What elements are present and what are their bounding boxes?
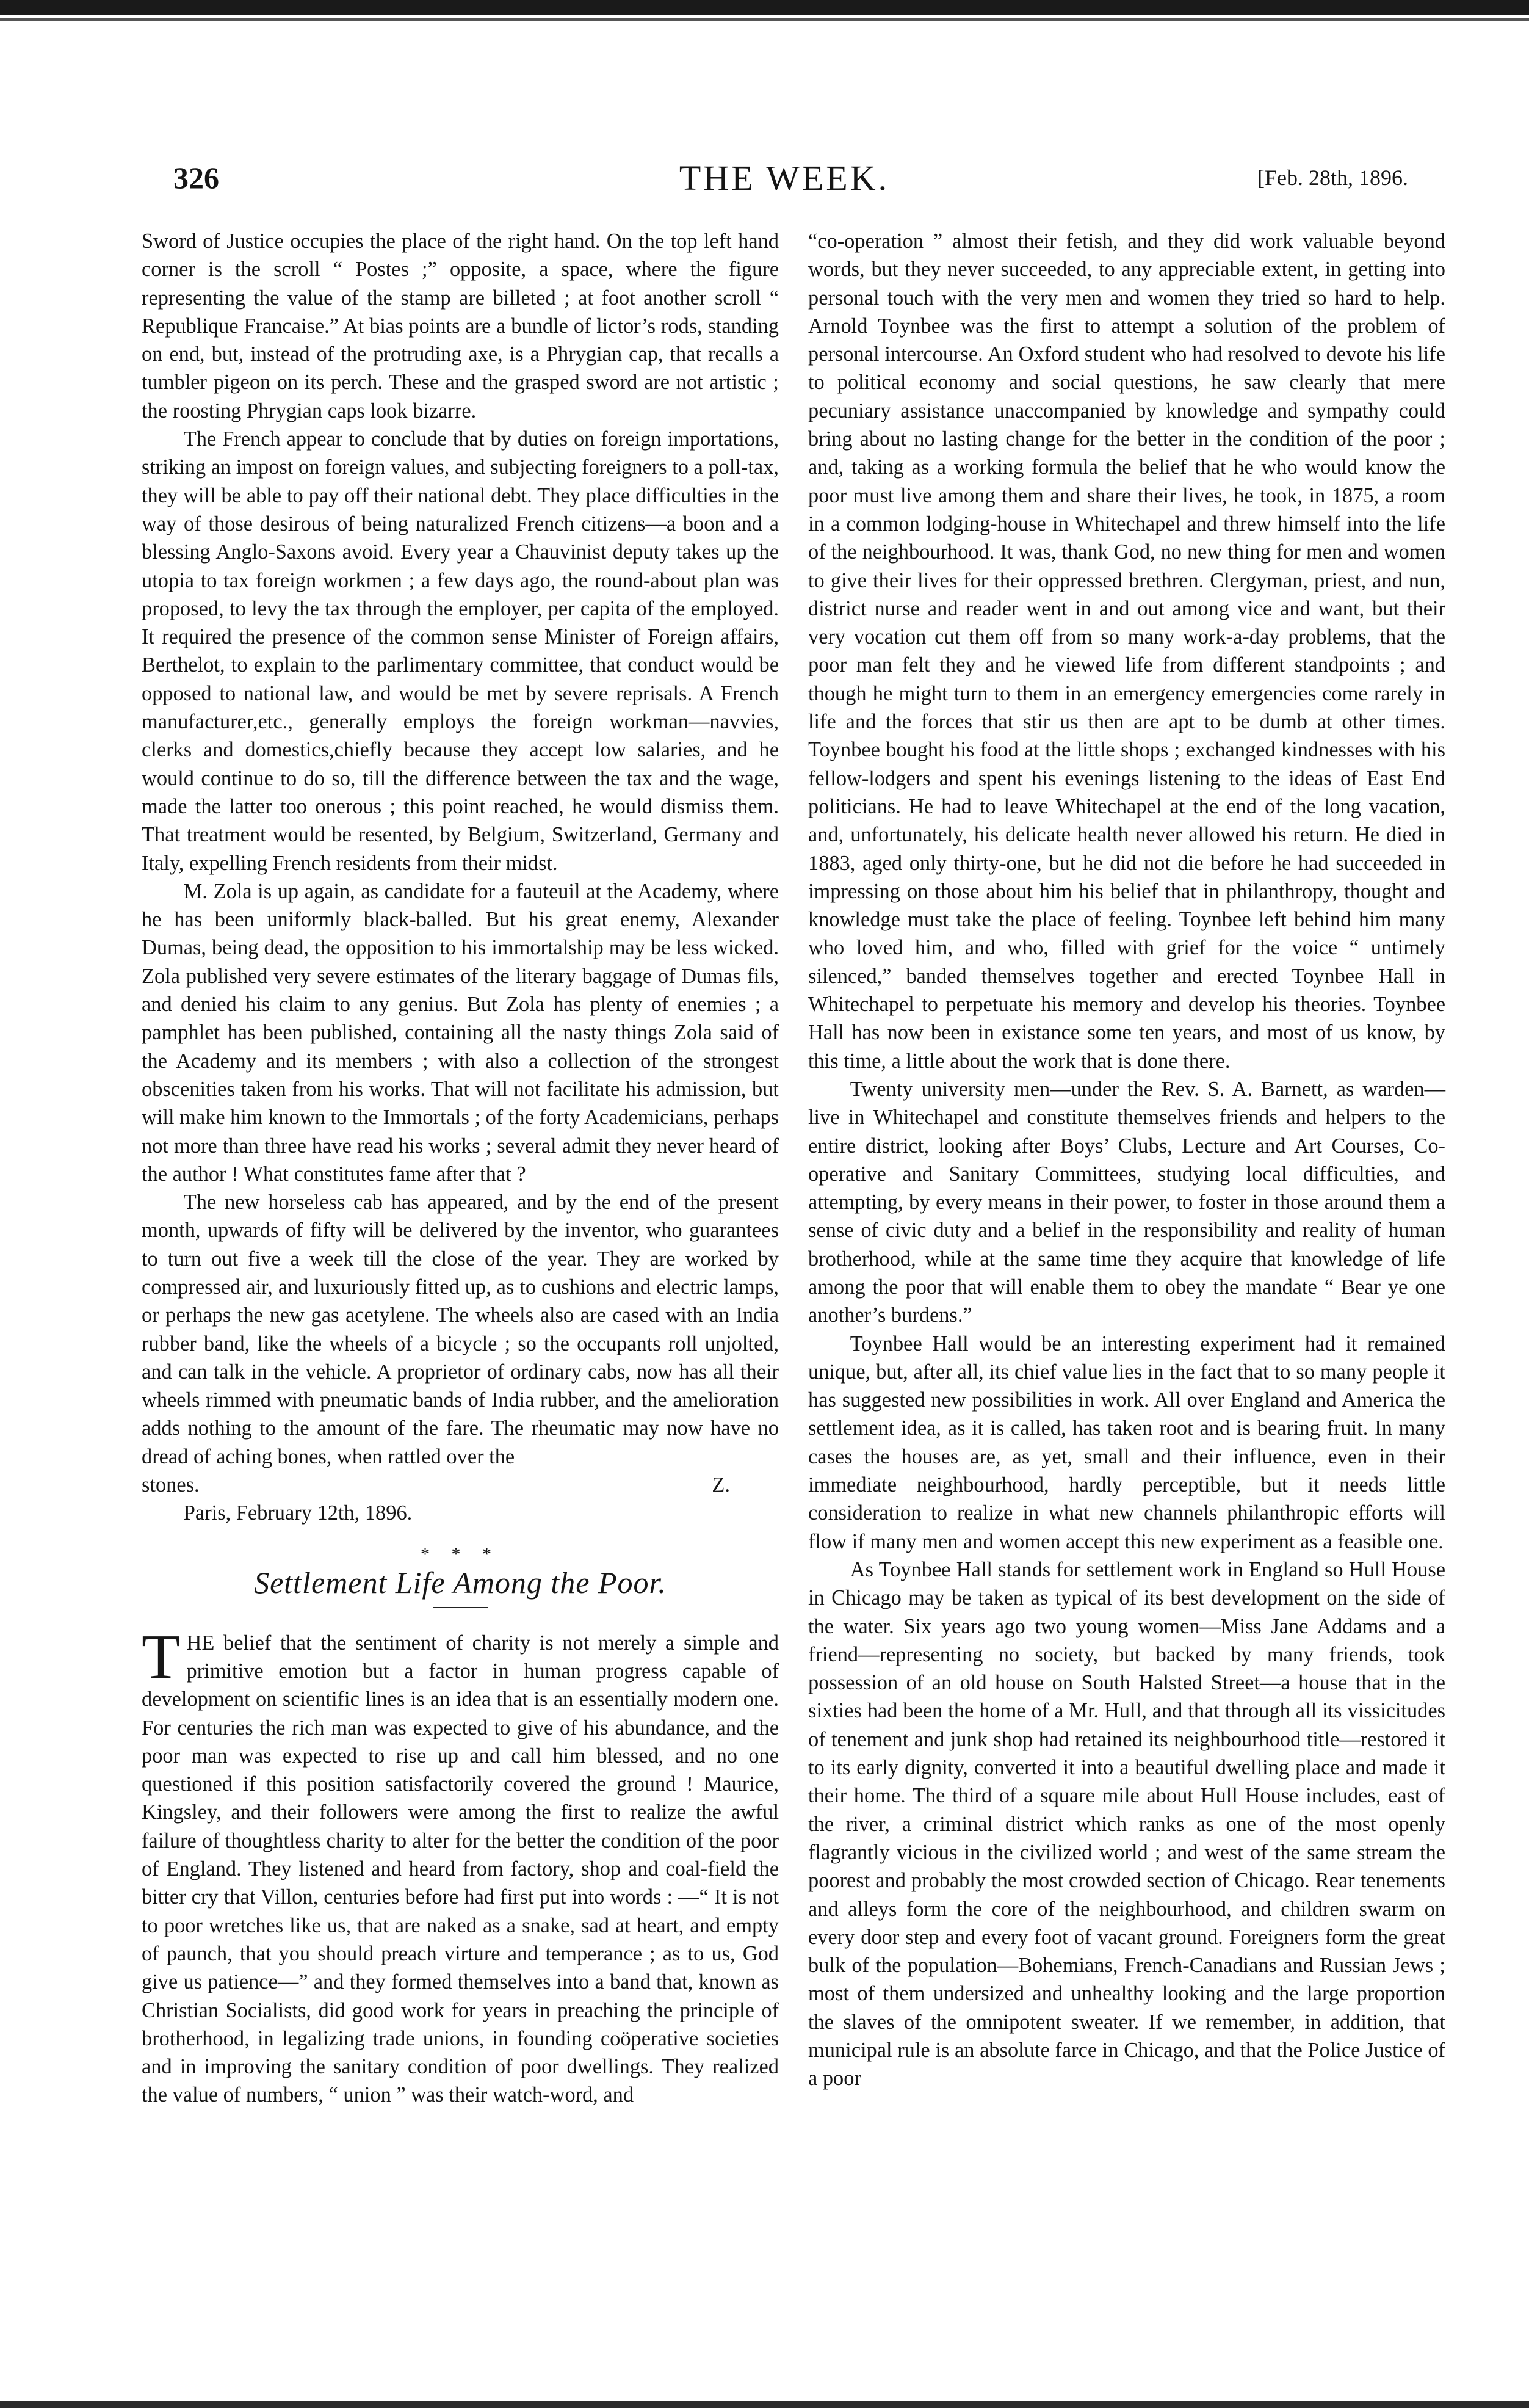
paragraph: “co-operation ” almost their fetish, and they did work valuable beyond words, but they never succeeded, to any appreciable extent, in getting into personal touch with the very men and women they tried so hard to help. Arnold Toynbee was the first to attempt a solution of the problem of personal intercourse. An Oxford student who had resolved to devote his life to political economy and social questions, he saw clearly that mere pecuniary assistance unaccompanied by knowledge and sympathy could bring about no lasting change for the better in the condition of the poor ; and, taking as a working formula the belief that he who would know the poor must live among them and share their lives, he took, in 1875, a room in a common lodging-house in Whitechapel and threw himself into the life of the neighbourhood. It was, thank God, no new thing for men and women to give their lives for their oppressed brethren. Clergyman, priest, and nun, district nurse and reader went in and out among vice and want, but their very vocation cut them off from so many work-a-day problems, that the poor man felt they and he viewed life from different standpoints ; and though he might turn to them in an emergency emergencies come rarely in life and the forces that stir us then are apt to be dumb at other times. Toynbee bought his food at the little shops ; exchanged kindnesses with his fellow-lodgers and spent his evenings listening to the ideas of East End politicians. He had to leave Whitechapel at the end of the long vacation, and, unfortunately, his delicate health never allowed his return. He died in 1883, aged only thirty-one, but he did not die before he had succeeded in impressing on those about him his belief that in philanthropy, thought and knowledge must take the place of feeling. Toynbee left behind him many who loved him, and who, filled with grief for the voice “ untimely silenced,” banded themselves together and erected Toynbee Hall in Whitechapel to perpetuate his memory and develop his theories. Toynbee Hall has now been in existance some ten years, and most of us know, by this time, a little about the work that is done there. — [808, 230, 1445, 1073]
title-rule — [433, 1607, 488, 1608]
article-first-paragraph-text: HE belief that the sentiment of charity is not merely a simple and primitive emotion but a factor in human progress capable of development on scientific lines is an idea that is an essentially modern one. For centuries the rich man was expected to give of his abundance, and the poor man was expected to rise up and call him blessed, and no one questioned if this position satisfactorily covered the ground ! Maurice, Kingsley, and their followers were among the first to realize the awful failure of thoughtless charity to alter for the better the condition of the poor of England. They listened and heard from factory, shop and coal-field the bitter cry that Villon, centuries before had first put into words : —“ It is not to poor wretches like us, that are naked as a snake, sad at heart, and empty of paunch, that you should preach virture and temperance ; as to us, God give us patience—” and they formed themselves into a band that, known as Christian Socialists, did good work for years in preaching the principle of brotherhood, in legalizing trade unions, in founding coöperative societies and in improving the sanitary condition of poor dwellings. They realized the value of numbers, “ union ” was their watch-word, and — [142, 1631, 779, 2107]
signoff-line — [142, 1471, 779, 1499]
top-border-rule — [0, 0, 1529, 15]
paragraph: The French appear to conclude that by duties on foreign importations, striking an impost on foreign values, and subjecting foreigners to a poll-tax, they will be able to pay off their national debt. They place difficulties in the way of those desirous of being naturalized French citizens—a boon and a blessing Anglo-Saxons avoid. Every year a Chauvinist deputy takes up the utopia to tax foreign workmen ; a few days ago, the round-about plan was proposed, to levy the tax through the employer, per capita of the employed. It required the presence of the common sense Minister of Foreign affairs, Berthelot, to explain to the parlimentary committee, that conduct would be opposed to national law, and would be met by severe reprisals. A French manufacturer,etc., generally employs the foreign workman—navvies, clerks and domestics,chiefly because they accept low salaries, and he would continue to do so, till the difference between the tax and the wage, made the latter too onerous ; this point reached, he would dismiss them. That treatment would be resented, by Belgium, Switzerland, Germany and Italy, expelling French residents from their midst. — [142, 427, 779, 875]
article-title: Settlement Life Among the Poor. — [254, 1565, 667, 1600]
left-column — [142, 227, 779, 2109]
paragraph: The new horseless cab has appeared, and by the end of the present month, upwards of fifty will be delivered by the inventor, who guarantees to turn out five a week till the close of the year. They are worked by compressed air, and luxuriously fitted up, as to cushions and electric lamps, or perhaps the new gas acetylene. The wheels also are cased with an India rubber band, like the wheels of a bicycle ; so the occupants roll unjolted, and can talk in the vehicle. A proprietor of ordinary cabs, now has all their wheels rimmed with pneumatic bands of India rubber, and the amelioration adds nothing to the amount of the fare. The rheumatic may now have no dread of aching bones, when rattled over the — [142, 1191, 779, 1468]
section-separator-stars: * * * — [421, 1543, 500, 1564]
page-number: 326 — [173, 161, 219, 195]
author-initial: Z. — [712, 1473, 730, 1497]
drop-cap: T — [142, 1621, 181, 1692]
right-column — [808, 227, 1445, 2093]
dateline: Paris, February 12th, 1896. — [183, 1501, 413, 1525]
signoff-word: stones. — [142, 1473, 200, 1497]
masthead-title: THE WEEK. — [679, 158, 890, 198]
paragraph: Twenty university men—under the Rev. S. A. Barnett, as warden—live in Whitechapel and constitute themselves friends and helpers to the entire district, looking after Boys’ Clubs, Lecture and Art Courses, Co-operative and Sanitary Committees, studying local difficulties, and attempting, by every means in their power, to foster in those around them a sense of civic duty and a belief in the responsibility and reality of human brotherhood, while at the same time they acquire that knowledge of life among the poor that will enable them to obey the mandate “ Bear ye one another’s burdens.” — [808, 1077, 1445, 1327]
paragraph: As Toynbee Hall stands for settlement work in England so Hull House in Chicago may be taken as typical of its best development on the side of the water. Six years ago two young women—Miss Jane Addams and a friend—representing no society, but backed by many friends, took possession of an old house on South Halsted Street—a house that in the sixties had been the home of a Mr. Hull, and that through all its vissicitudes of tenement and junk shop had retained its neighbourhood title—restored it to its early dignity, converted it into a beautiful dwelling place and made it their home. The third of a square mile about Hull House includes, east of the river, a criminal district which ranks as one of the most openly flagrantly vicious in the civilized world ; and west of the same stream the poorest and probably the most crowded section of Chicago. Rear tenements and alleys form the core of the neighbourhood, and children swarm on every door step and every foot of vacant ground. Foreigners form the great bulk of the population—Bohemians, French-Canadians and Russian Jews ; most of them undersized and unhealthy looking and the large proportion the slaves of the omnipotent sweater. If we remember, in addition, that municipal rule is an absolute farce in Chicago, and that the Police Justice of a poor — [808, 1558, 1445, 2091]
paragraph: Sword of Justice occupies the place of the right hand. On the top left hand corner is the scroll “ Postes ;” opposite, a space, where the figure representing the value of the stamp are billeted ; at foot another scroll “ Republique Francaise.” At bias points are a bundle of lictor’s rods, standing on end, but, instead of the protruding axe, is a Phrygian cap, that recalls a tumbler pigeon on its perch. These and the grasped sword are not artistic ; the roosting Phrygian caps look bizarre. — [142, 230, 779, 422]
bottom-border-rule — [0, 2401, 1529, 2408]
top-border-rule-thin — [0, 18, 1529, 21]
article-first-paragraph — [142, 1621, 779, 2109]
paragraph: Toynbee Hall would be an interesting experiment had it remained unique, but, after all, its chief value lies in the fact that to so many people it has suggested new possibilities in work. All over England and America the settlement idea, as it is called, has taken root and is bearing fruit. In many cases the houses are, as yet, small and their influence, even in their immediate neighbourhood, hardly perceptible, but it needs little consideration to realize in what new channels philanthropic efforts will flow if many men and women accept this new experiment as a feasible one. — [808, 1332, 1445, 1553]
issue-date: [Feb. 28th, 1896. — [1257, 165, 1408, 190]
paragraph: M. Zola is up again, as candidate for a fauteuil at the Academy, where he has been uniformly black-balled. But his great enemy, Alexander Dumas, being dead, the opposition to his immortalship may be less wicked. Zola published very severe estimates of the literary baggage of Dumas fils, and denied his claim to any genius. But Zola has plenty of enemies ; a pamphlet has been published, containing all the nasty things Zola said of the Academy and its members ; with also a collection of the strongest obscenities taken from his works. That will not facilitate his admission, but will make him known to the Immortals ; of the forty Academicians, perhaps not more than three have read his works ; several admit they never heard of the author ! What constitutes fame after that ? — [142, 879, 779, 1186]
